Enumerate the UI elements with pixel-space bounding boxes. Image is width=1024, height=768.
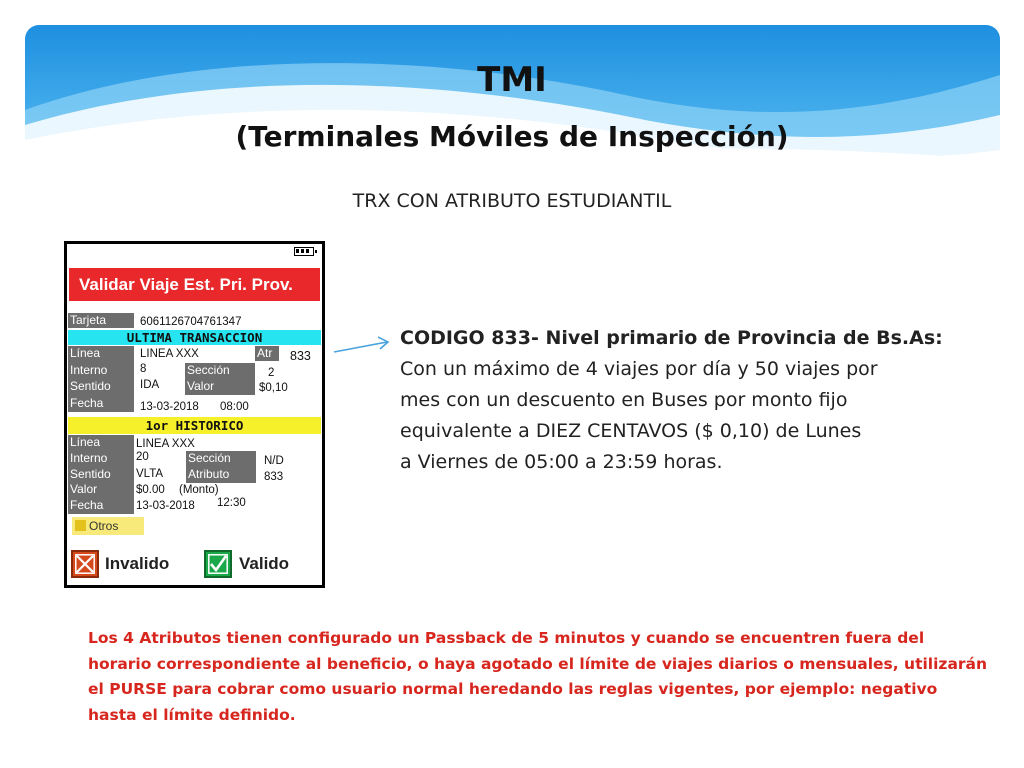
device-header: Validar Viaje Est. Pri. Prov. [69, 268, 320, 301]
ultima-linea: LINEA XXX [140, 348, 199, 360]
hist-linea: LINEA XXX [136, 438, 195, 450]
label-interno: Interno [70, 362, 108, 377]
tmi-device [64, 241, 325, 588]
ultima-seccion: 2 [268, 367, 275, 379]
label-seccion: Sección [187, 363, 230, 377]
hist-label-linea: Línea [70, 435, 101, 449]
page-title: TMI [477, 60, 547, 100]
hist-seccion: N/D [264, 455, 284, 467]
tarjeta-label: Tarjeta [68, 313, 134, 328]
hist-label-atributo: Atributo [188, 467, 230, 481]
otros-icon [75, 520, 86, 531]
desc-line-4: a Viernes de 05:00 a 23:59 horas. [400, 451, 723, 473]
hist-sentido: VLTA [136, 468, 164, 480]
x-box-icon[interactable] [71, 550, 99, 578]
label-valor: Valor [187, 379, 215, 393]
hist-seccion-atributo-labels [186, 451, 256, 483]
hist-valor: $0.00 [136, 484, 165, 496]
hist-interno: 20 [136, 451, 149, 463]
hist-label-sentido: Sentido [70, 466, 111, 481]
ultima-seccion-valor-labels [185, 363, 255, 395]
hist-label-fecha: Fecha [70, 498, 104, 513]
arrow-icon [332, 334, 392, 358]
hist-fecha: 13-03-2018 [136, 500, 195, 512]
check-box-icon[interactable] [204, 550, 232, 578]
ultima-labels [68, 346, 134, 412]
historico-bar: 1or HISTORICO [68, 417, 321, 434]
desc-line-2: mes con un descuento en Buses por monto fijo [400, 389, 848, 411]
ultima-transaccion-bar: ULTIMA TRANSACCION [68, 330, 321, 345]
hist-hora: 12:30 [217, 497, 246, 509]
desc-line-1: Con un máximo de 4 viajes por día y 50 viajes por [400, 358, 878, 380]
otros-button[interactable] [72, 517, 144, 535]
ultima-fecha: 13-03-2018 [140, 401, 199, 413]
hist-label-seccion: Sección [188, 451, 231, 465]
label-sentido: Sentido [70, 379, 111, 393]
hist-atributo: 833 [264, 471, 284, 483]
hist-label-valor: Valor [70, 482, 98, 497]
atr-value: 833 [290, 349, 311, 363]
device-screen [67, 244, 322, 585]
invalido-button[interactable]: Invalido [105, 554, 170, 573]
hist-label-interno: Interno [70, 450, 108, 465]
otros-label: Otros [89, 519, 119, 533]
ultima-sentido: IDA [140, 379, 160, 391]
passback-note: Los 4 Atributos tienen configurado un Passback de 5 minutos y cuando se encuentren fuera del horario correspondiente al beneficio, o haya agotado el límite de viajes diarios o mensuales, utilizarán el PURSE para cobrar como usuario normal heredando las reglas vigentes, por ejemplo: negativo hasta el límite definido. [88, 629, 988, 724]
ultima-valor: $0,10 [259, 382, 288, 394]
atr-label: Atr [255, 346, 279, 361]
code-number: CODIGO 833 [400, 327, 531, 349]
valido-button[interactable]: Valido [239, 554, 290, 573]
battery-icon [294, 247, 314, 256]
code-description [400, 323, 960, 478]
page-subtitle: (Terminales Móviles de Inspección) [235, 120, 789, 153]
desc-line-3: equivalente a DIEZ CENTAVOS ($ 0,10) de Lunes [400, 420, 862, 442]
ultima-hora: 08:00 [220, 401, 249, 413]
label-fecha: Fecha [70, 395, 104, 410]
historico-labels [68, 435, 134, 514]
ultima-interno: 8 [140, 363, 147, 375]
hist-monto: (Monto) [179, 484, 219, 496]
section-heading: TRX CON ATRIBUTO ESTUDIANTIL [352, 190, 672, 212]
tarjeta-value: 6061126704761347 [140, 316, 242, 328]
label-linea: Línea [70, 346, 101, 360]
code-title: - Nivel primario de Provincia de Bs.As: [530, 327, 943, 349]
